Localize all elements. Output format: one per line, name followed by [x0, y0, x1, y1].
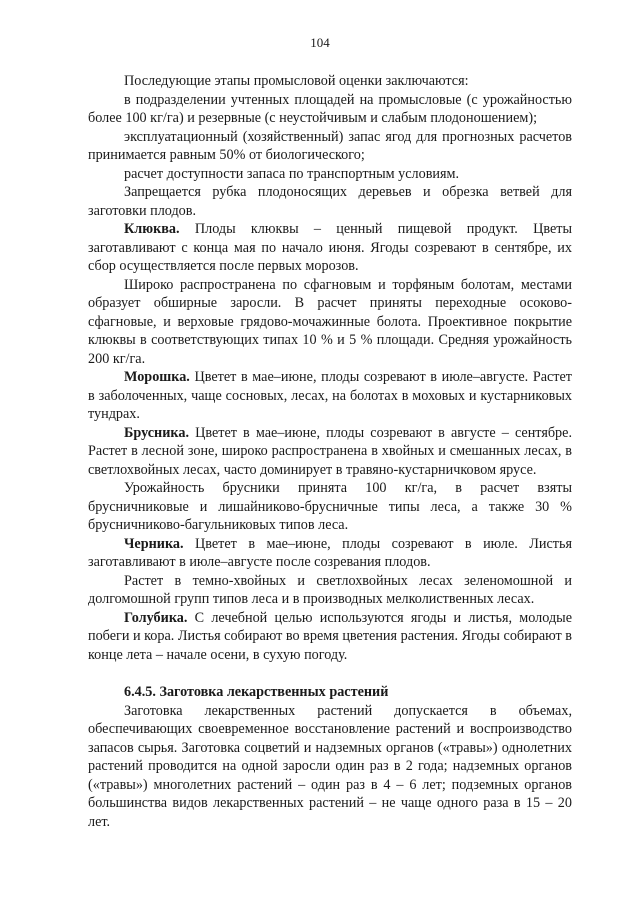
- section-heading: 6.4.5. Заготовка лекарственных растений: [124, 684, 389, 700]
- paragraph: [88, 276, 572, 369]
- paragraph: [88, 479, 572, 535]
- paragraph-text: Запрещается рубка плодоносящих деревьев и обрезка ветвей для заготовки плодов.: [88, 184, 572, 219]
- paragraph-term: Морошка.: [124, 369, 190, 385]
- paragraph: [88, 165, 572, 184]
- paragraph-term: Клюква.: [124, 221, 180, 237]
- paragraph: [88, 702, 572, 832]
- paragraph-text: в подразделении учтенных площадей на промысловые (с урожайностью более 100 кг/га) и резервные (с неустойчивым и слабым плодоношением);: [88, 91, 572, 126]
- paragraph-term: Голубика.: [124, 609, 188, 626]
- body-text: [88, 72, 572, 664]
- paragraph-text: С лечебной целью используются ягоды и листья, молодые побеги и кора. Листья собирают во время цветения растения. Ягоды собирают в конце лета – начале осени, в сухую погоду.: [88, 609, 572, 663]
- paragraph-text: Цветет в мае–июне, плоды созревают в августе – сентябре. Растет в лесной зоне, широко распространена в хвойных и смешанных лесах, в светлохвойных лесах, часто доминирует в травяно-кустарничковом ярусе.: [88, 424, 572, 478]
- paragraph: [88, 72, 572, 91]
- section-gap: [88, 664, 572, 683]
- page-content: [88, 72, 572, 831]
- paragraph-text: Урожайность брусники принята 100 кг/га, в расчет взяты брусничниковые и лишайниково-брусничные типы леса, а также 30 % брусничниково-багульниковых типов леса.: [88, 480, 572, 533]
- paragraph: [88, 424, 572, 480]
- paragraph-text: Цветет в мае–июне, плоды созревают в июле. Листья заготавливают в июле–августе после созревания плодов.: [88, 535, 572, 570]
- paragraph: [88, 609, 572, 665]
- paragraph-term: Черника.: [124, 535, 184, 552]
- section-body-text: [88, 702, 572, 832]
- paragraph-text: эксплуатационный (хозяйственный) запас ягод для прогнозных расчетов принимается равным 50% от биологического;: [88, 128, 572, 163]
- paragraph-term: Брусника.: [124, 424, 189, 441]
- paragraph-text: Растет в темно-хвойных и светлохвойных лесах зеленомошной и долгомошной групп типов леса и в производных мелколиственных лесах.: [88, 572, 572, 607]
- page-number: 104: [310, 35, 330, 50]
- paragraph: [88, 183, 572, 220]
- paragraph: [88, 91, 572, 128]
- paragraph: [88, 368, 572, 424]
- paragraph-text: расчет доступности запаса по транспортным условиям.: [124, 165, 460, 182]
- paragraph-text: Широко распространена по сфагновым и торфяным болотам, местами образует обширные заросли. В расчет приняты переходные осоково-сфагновые, и верховые грядово-мочажинные болота. Проективное покрытие клюквы в соответствующих типах 10 % и 5 % площади. Средняя урожайность 200 кг/га.: [88, 276, 572, 367]
- paragraph-text: Плоды клюквы – ценный пищевой продукт. Цветы заготавливают с конца мая по начало июня. Ягоды созревают в сентябре, их сбор осуществляется после первых морозов.: [88, 221, 572, 274]
- paragraph: [88, 572, 572, 609]
- paragraph-text: Последующие этапы промысловой оценки заключаются:: [124, 73, 469, 89]
- paragraph: [88, 220, 572, 276]
- paragraph: [88, 535, 572, 572]
- paragraph-text: Заготовка лекарственных растений допускается в объемах, обеспечивающих своевременное восстановление растений и воспроизводство запасов сырья. Заготовка соцветий и надземных органов («травы») однолетних растений проводится на одной заросли один раз в 2 года; надземных органов («травы») многолетних растений – один раз в 4 – 6 лет; подземных органов большинства видов лекарственных растений – не чаще одного раза в 15 – 20 лет.: [88, 702, 572, 830]
- paragraph-text: Цветет в мае–июне, плоды созревают в июле–августе. Растет в заболоченных, чаще сосновых, лесах, на болотах в моховых и кустарниковых тундрах.: [88, 369, 572, 422]
- paragraph: [88, 128, 572, 165]
